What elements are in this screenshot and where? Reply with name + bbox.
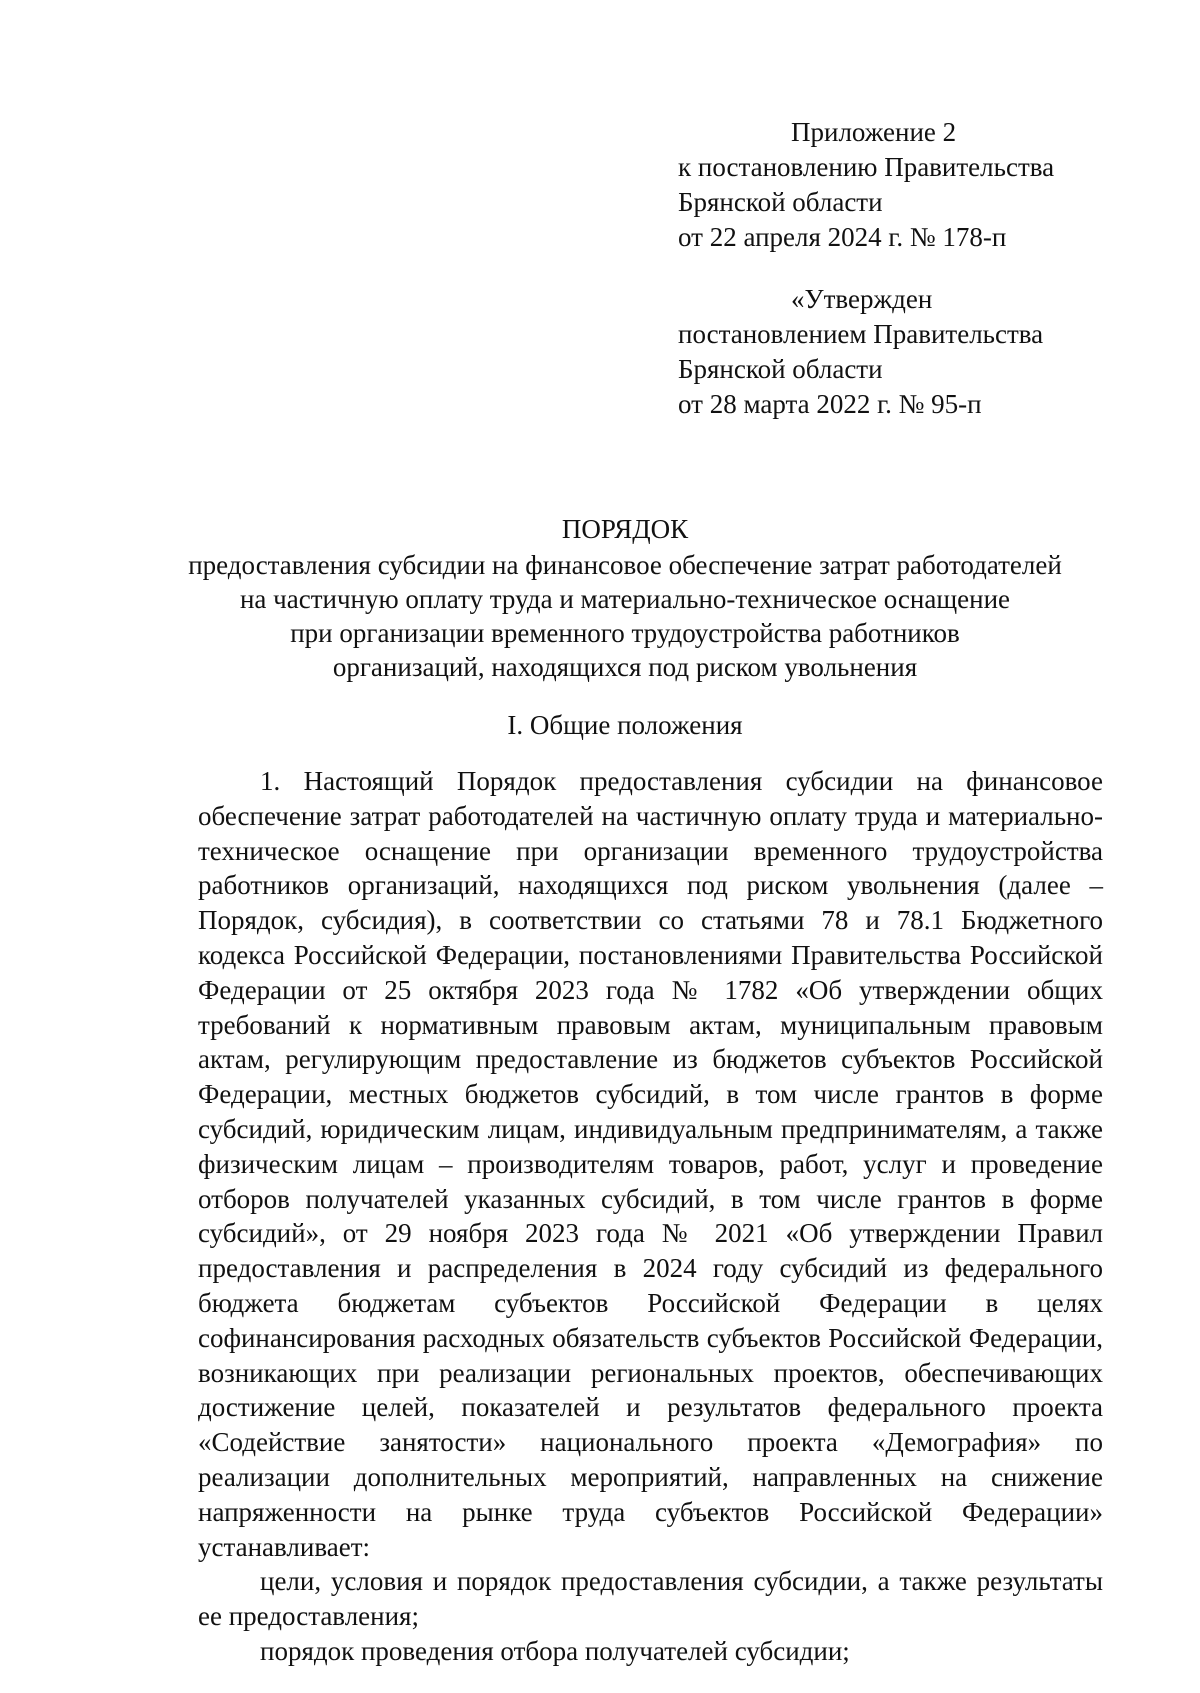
document-title [150,512,1100,684]
appendix-line: Брянской области [678,187,883,217]
appendix-block [678,115,1054,255]
document-title-line: при организации временного трудоустройства работников [290,618,960,648]
approval-line: постановлением Правительства [678,319,1044,349]
document-title-main: ПОРЯДОК [561,514,689,544]
document-body [198,764,1103,1669]
paragraph: порядок проведения отбора получателей субсидии; [260,1635,850,1666]
section-heading: I. Общие положения [507,710,743,740]
approval-line: от 28 марта 2022 г. № 95-п [678,389,982,419]
paragraph: 1. Настоящий Порядок предоставления субсидии на финансовое обеспечение затрат работодателей на частичную оплату труда и материально-техническое оснащение при организации временного трудоустройства работников организаций, находящихся под риском увольнения (далее – Порядок, субсидия), в соответствии со статьями 78 и 78.1 Бюджетного кодекса Российской Федерации, постановлениями Правительства Российской Федерации от 25 октября 2023 года № 1782 «Об утверждении общих требований к нормативным правовым актам, муниципальным правовым актам, регулирующим предоставление из бюджетов субъектов Российской Федерации, местных бюджетов субсидий, в том числе грантов в форме субсидий, юридическим лицам, индивидуальным предпринимателям, а также физическим лицам – производителям товаров, работ, услуг и проведение отборов получателей указанных субсидий, в том числе грантов в форме субсидий», от 29 ноября 2023 года № 2021 «Об утверждении Правил предоставления и распределения в 2024 году субсидий из федерального бюджета бюджетам субъектов Российской Федерации в целях софинансирования расходных обязательств субъектов Российской Федерации, возникающих при реализации региональных проектов, обеспечивающих достижение целей, показателей и результатов федерального проекта «Содействие занятости» национального проекта «Демография» по реализации дополнительных мероприятий, направленных на снижение напряженности на рынке труда субъектов Российской Федерации» устанавливает: [198,766,1103,1562]
approval-line: «Утвержден [791,284,933,314]
appendix-line: Приложение 2 [791,117,957,147]
approval-block [678,282,1043,422]
document-title-line: организаций, находящихся под риском увольнения [332,652,918,682]
approval-line: Брянской области [678,354,883,384]
document-title-line: на частичную оплату труда и материально-техническое оснащение [239,584,1011,614]
document-title-line: предоставления субсидии на финансовое обеспечение затрат работодателей [188,550,1062,580]
appendix-line: от 22 апреля 2024 г. № 178-п [678,222,1007,252]
paragraph: цели, условия и порядок предоставления субсидии, а также результаты ее предоставления; [198,1566,1103,1632]
appendix-line: к постановлению Правительства [678,152,1055,182]
